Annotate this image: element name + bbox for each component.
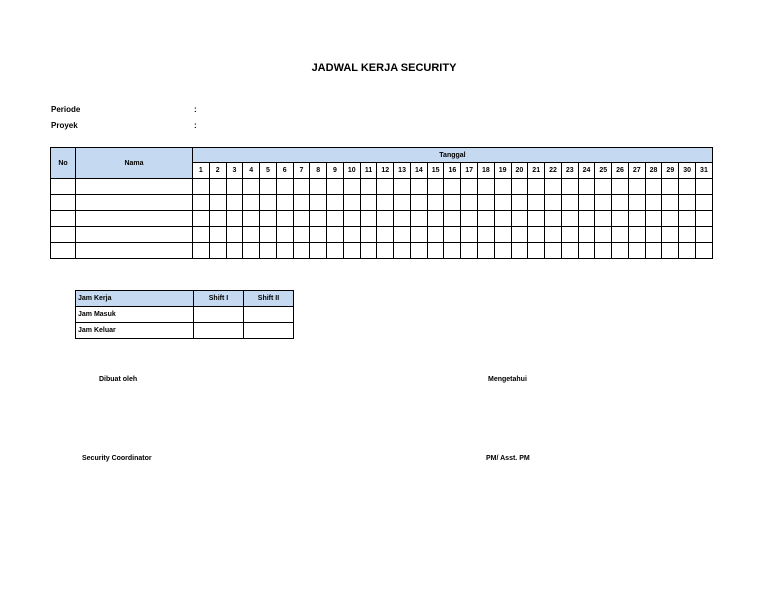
schedule-cell-day[interactable] <box>695 243 712 259</box>
schedule-cell-day[interactable] <box>612 211 629 227</box>
schedule-cell-day[interactable] <box>209 227 226 243</box>
schedule-row <box>51 179 713 195</box>
schedule-cell-day[interactable] <box>628 179 645 195</box>
schedule-cell-day[interactable] <box>662 211 679 227</box>
jam-cell-shift-2[interactable] <box>244 323 294 339</box>
schedule-cell-day[interactable] <box>645 179 662 195</box>
schedule-cell-day[interactable] <box>595 227 612 243</box>
schedule-cell-day[interactable] <box>209 211 226 227</box>
schedule-cell-day[interactable] <box>679 243 696 259</box>
schedule-cell-day[interactable] <box>343 195 360 211</box>
day-header: 28 <box>645 163 662 179</box>
schedule-cell-day[interactable] <box>310 227 327 243</box>
schedule-cell-day[interactable] <box>310 243 327 259</box>
schedule-cell-day[interactable] <box>394 243 411 259</box>
schedule-cell-day[interactable] <box>679 179 696 195</box>
schedule-cell-day[interactable] <box>545 227 562 243</box>
schedule-cell-day[interactable] <box>260 211 277 227</box>
day-header: 26 <box>612 163 629 179</box>
jam-cell-shift-1[interactable] <box>194 307 244 323</box>
signature-pm-asst-pm: PM/ Asst. PM <box>486 455 530 462</box>
schedule-cell-day[interactable] <box>360 227 377 243</box>
schedule-cell-day[interactable] <box>410 211 427 227</box>
schedule-cell-day[interactable] <box>276 179 293 195</box>
schedule-cell-day[interactable] <box>679 227 696 243</box>
schedule-cell-day[interactable] <box>293 243 310 259</box>
schedule-cell-day[interactable] <box>226 211 243 227</box>
schedule-cell-day[interactable] <box>377 195 394 211</box>
schedule-cell-day[interactable] <box>410 227 427 243</box>
day-header: 30 <box>679 163 696 179</box>
schedule-cell-day[interactable] <box>528 243 545 259</box>
schedule-cell-day[interactable] <box>343 211 360 227</box>
schedule-cell-day[interactable] <box>243 243 260 259</box>
signature-dibuat-oleh: Dibuat oleh <box>99 376 138 383</box>
schedule-cell-day[interactable] <box>327 179 344 195</box>
schedule-cell-day[interactable] <box>276 243 293 259</box>
schedule-cell-day[interactable] <box>444 179 461 195</box>
signature-mengetahui: Mengetahui <box>488 376 527 383</box>
schedule-cell-day[interactable] <box>427 195 444 211</box>
schedule-cell-day[interactable] <box>511 179 528 195</box>
schedule-cell-day[interactable] <box>578 243 595 259</box>
jam-row-label: Jam Masuk <box>76 307 194 323</box>
schedule-cell-day[interactable] <box>578 195 595 211</box>
schedule-cell-day[interactable] <box>226 227 243 243</box>
schedule-cell-day[interactable] <box>461 211 478 227</box>
schedule-cell-day[interactable] <box>394 227 411 243</box>
schedule-cell-day[interactable] <box>394 195 411 211</box>
schedule-cell-day[interactable] <box>494 179 511 195</box>
day-header: 8 <box>310 163 327 179</box>
header-no: No <box>51 148 76 179</box>
schedule-cell-day[interactable] <box>478 227 495 243</box>
schedule-cell-nama[interactable] <box>76 243 193 259</box>
day-header: 4 <box>243 163 260 179</box>
day-header: 15 <box>427 163 444 179</box>
schedule-cell-day[interactable] <box>595 243 612 259</box>
jam-cell-shift-2[interactable] <box>244 307 294 323</box>
schedule-cell-day[interactable] <box>377 179 394 195</box>
schedule-cell-day[interactable] <box>478 179 495 195</box>
day-header: 20 <box>511 163 528 179</box>
day-header: 2 <box>209 163 226 179</box>
schedule-cell-day[interactable] <box>561 227 578 243</box>
schedule-cell-day[interactable] <box>612 227 629 243</box>
schedule-cell-day[interactable] <box>662 195 679 211</box>
schedule-cell-day[interactable] <box>260 179 277 195</box>
day-header: 21 <box>528 163 545 179</box>
schedule-cell-day[interactable] <box>645 227 662 243</box>
schedule-cell-day[interactable] <box>494 243 511 259</box>
schedule-cell-day[interactable] <box>528 227 545 243</box>
schedule-cell-day[interactable] <box>511 211 528 227</box>
schedule-cell-day[interactable] <box>578 211 595 227</box>
schedule-cell-day[interactable] <box>695 195 712 211</box>
schedule-cell-no[interactable] <box>51 243 76 259</box>
day-header: 3 <box>226 163 243 179</box>
day-header: 29 <box>662 163 679 179</box>
schedule-cell-day[interactable] <box>695 211 712 227</box>
schedule-row <box>51 211 713 227</box>
schedule-cell-day[interactable] <box>243 211 260 227</box>
schedule-cell-day[interactable] <box>695 227 712 243</box>
schedule-cell-day[interactable] <box>360 179 377 195</box>
day-header: 24 <box>578 163 595 179</box>
meta-proyek-value: : <box>194 121 197 130</box>
jam-row-label: Jam Keluar <box>76 323 194 339</box>
schedule-cell-day[interactable] <box>444 195 461 211</box>
schedule-cell-day[interactable] <box>595 195 612 211</box>
schedule-cell-day[interactable] <box>243 195 260 211</box>
schedule-cell-day[interactable] <box>444 211 461 227</box>
schedule-cell-day[interactable] <box>461 243 478 259</box>
schedule-cell-day[interactable] <box>561 211 578 227</box>
schedule-cell-day[interactable] <box>645 195 662 211</box>
schedule-cell-day[interactable] <box>394 179 411 195</box>
schedule-cell-day[interactable] <box>193 195 210 211</box>
schedule-cell-day[interactable] <box>327 195 344 211</box>
day-header: 27 <box>628 163 645 179</box>
schedule-cell-day[interactable] <box>628 211 645 227</box>
schedule-cell-day[interactable] <box>209 195 226 211</box>
schedule-cell-day[interactable] <box>461 227 478 243</box>
schedule-cell-day[interactable] <box>545 179 562 195</box>
schedule-cell-nama[interactable] <box>76 227 193 243</box>
schedule-cell-day[interactable] <box>226 179 243 195</box>
schedule-cell-day[interactable] <box>276 211 293 227</box>
schedule-cell-day[interactable] <box>494 211 511 227</box>
schedule-cell-day[interactable] <box>427 179 444 195</box>
schedule-cell-day[interactable] <box>310 179 327 195</box>
day-header: 10 <box>343 163 360 179</box>
schedule-row <box>51 195 713 211</box>
schedule-cell-nama[interactable] <box>76 211 193 227</box>
schedule-cell-day[interactable] <box>545 211 562 227</box>
schedule-cell-day[interactable] <box>561 195 578 211</box>
schedule-cell-day[interactable] <box>511 243 528 259</box>
day-header: 25 <box>595 163 612 179</box>
schedule-cell-day[interactable] <box>360 243 377 259</box>
schedule-cell-nama[interactable] <box>76 179 193 195</box>
signature-security-coordinator: Security Coordinator <box>82 455 152 462</box>
schedule-cell-day[interactable] <box>478 195 495 211</box>
schedule-cell-day[interactable] <box>444 243 461 259</box>
schedule-cell-day[interactable] <box>561 179 578 195</box>
schedule-cell-no[interactable] <box>51 227 76 243</box>
meta-periode <box>51 105 197 114</box>
schedule-cell-no[interactable] <box>51 211 76 227</box>
day-header: 31 <box>695 163 712 179</box>
schedule-cell-day[interactable] <box>260 195 277 211</box>
schedule-cell-day[interactable] <box>360 211 377 227</box>
jam-header-shift-2: Shift II <box>244 291 294 307</box>
schedule-cell-day[interactable] <box>494 227 511 243</box>
schedule-cell-day[interactable] <box>293 179 310 195</box>
schedule-cell-day[interactable] <box>612 243 629 259</box>
schedule-cell-day[interactable] <box>645 243 662 259</box>
schedule-cell-day[interactable] <box>578 227 595 243</box>
jam-kerja-table <box>75 290 294 339</box>
schedule-cell-day[interactable] <box>377 227 394 243</box>
day-header: 6 <box>276 163 293 179</box>
schedule-cell-day[interactable] <box>545 243 562 259</box>
schedule-cell-day[interactable] <box>679 211 696 227</box>
meta-periode-label: Periode <box>51 105 81 114</box>
schedule-cell-day[interactable] <box>427 227 444 243</box>
schedule-cell-day[interactable] <box>360 195 377 211</box>
schedule-cell-day[interactable] <box>293 195 310 211</box>
schedule-cell-day[interactable] <box>310 211 327 227</box>
schedule-cell-day[interactable] <box>209 179 226 195</box>
schedule-cell-day[interactable] <box>310 195 327 211</box>
header-tanggal: Tanggal <box>193 148 713 163</box>
schedule-cell-day[interactable] <box>494 195 511 211</box>
schedule-cell-no[interactable] <box>51 179 76 195</box>
schedule-cell-day[interactable] <box>595 179 612 195</box>
schedule-cell-day[interactable] <box>410 179 427 195</box>
schedule-cell-day[interactable] <box>394 211 411 227</box>
day-header: 5 <box>260 163 277 179</box>
schedule-cell-day[interactable] <box>327 211 344 227</box>
schedule-cell-day[interactable] <box>193 179 210 195</box>
schedule-cell-day[interactable] <box>478 211 495 227</box>
schedule-cell-day[interactable] <box>528 195 545 211</box>
day-header: 18 <box>478 163 495 179</box>
schedule-cell-day[interactable] <box>427 243 444 259</box>
schedule-cell-day[interactable] <box>410 195 427 211</box>
schedule-cell-day[interactable] <box>226 195 243 211</box>
day-header: 23 <box>561 163 578 179</box>
schedule-cell-day[interactable] <box>377 211 394 227</box>
schedule-cell-day[interactable] <box>662 179 679 195</box>
schedule-cell-day[interactable] <box>612 195 629 211</box>
schedule-cell-day[interactable] <box>545 195 562 211</box>
schedule-cell-nama[interactable] <box>76 195 193 211</box>
schedule-cell-day[interactable] <box>209 243 226 259</box>
day-header: 16 <box>444 163 461 179</box>
schedule-cell-day[interactable] <box>511 195 528 211</box>
jam-row-keluar <box>76 323 294 339</box>
schedule-row <box>51 243 713 259</box>
schedule-row <box>51 227 713 243</box>
schedule-cell-day[interactable] <box>511 227 528 243</box>
schedule-cell-day[interactable] <box>578 179 595 195</box>
meta-periode-value: : <box>194 105 197 114</box>
schedule-cell-day[interactable] <box>695 179 712 195</box>
schedule-cell-day[interactable] <box>293 211 310 227</box>
schedule-cell-day[interactable] <box>461 179 478 195</box>
jam-header-shift-1: Shift I <box>194 291 244 307</box>
schedule-cell-day[interactable] <box>243 227 260 243</box>
schedule-cell-day[interactable] <box>343 227 360 243</box>
schedule-cell-day[interactable] <box>377 243 394 259</box>
schedule-cell-day[interactable] <box>427 211 444 227</box>
schedule-cell-day[interactable] <box>595 211 612 227</box>
schedule-cell-day[interactable] <box>193 211 210 227</box>
schedule-cell-no[interactable] <box>51 195 76 211</box>
schedule-cell-day[interactable] <box>293 227 310 243</box>
schedule-cell-day[interactable] <box>343 243 360 259</box>
schedule-cell-day[interactable] <box>528 179 545 195</box>
day-header: 14 <box>410 163 427 179</box>
schedule-cell-day[interactable] <box>193 227 210 243</box>
day-header: 22 <box>545 163 562 179</box>
schedule-cell-day[interactable] <box>260 243 277 259</box>
jam-row-masuk <box>76 307 294 323</box>
schedule-cell-day[interactable] <box>193 243 210 259</box>
schedule-cell-day[interactable] <box>260 227 277 243</box>
schedule-cell-day[interactable] <box>628 195 645 211</box>
schedule-cell-day[interactable] <box>662 227 679 243</box>
schedule-cell-day[interactable] <box>327 243 344 259</box>
schedule-cell-day[interactable] <box>226 243 243 259</box>
day-header: 9 <box>327 163 344 179</box>
schedule-cell-day[interactable] <box>645 211 662 227</box>
schedule-cell-day[interactable] <box>444 227 461 243</box>
schedule-cell-day[interactable] <box>243 179 260 195</box>
schedule-cell-day[interactable] <box>276 195 293 211</box>
schedule-cell-day[interactable] <box>612 179 629 195</box>
schedule-cell-day[interactable] <box>679 195 696 211</box>
day-header: 1 <box>193 163 210 179</box>
schedule-cell-day[interactable] <box>628 227 645 243</box>
schedule-cell-day[interactable] <box>561 243 578 259</box>
day-header: 11 <box>360 163 377 179</box>
meta-proyek <box>51 121 197 130</box>
header-nama: Nama <box>76 148 193 179</box>
schedule-table <box>50 147 713 259</box>
schedule-cell-day[interactable] <box>528 211 545 227</box>
schedule-cell-day[interactable] <box>662 243 679 259</box>
day-header: 19 <box>494 163 511 179</box>
jam-header-jam-kerja: Jam Kerja <box>76 291 194 307</box>
schedule-cell-day[interactable] <box>628 243 645 259</box>
day-header: 7 <box>293 163 310 179</box>
schedule-cell-day[interactable] <box>327 227 344 243</box>
meta-proyek-label: Proyek <box>51 121 78 130</box>
schedule-cell-day[interactable] <box>461 195 478 211</box>
day-header: 13 <box>394 163 411 179</box>
day-header: 17 <box>461 163 478 179</box>
schedule-cell-day[interactable] <box>478 243 495 259</box>
schedule-cell-day[interactable] <box>276 227 293 243</box>
schedule-cell-day[interactable] <box>343 179 360 195</box>
page-title: JADWAL KERJA SECURITY <box>311 62 457 74</box>
jam-cell-shift-1[interactable] <box>194 323 244 339</box>
schedule-cell-day[interactable] <box>410 243 427 259</box>
day-header: 12 <box>377 163 394 179</box>
